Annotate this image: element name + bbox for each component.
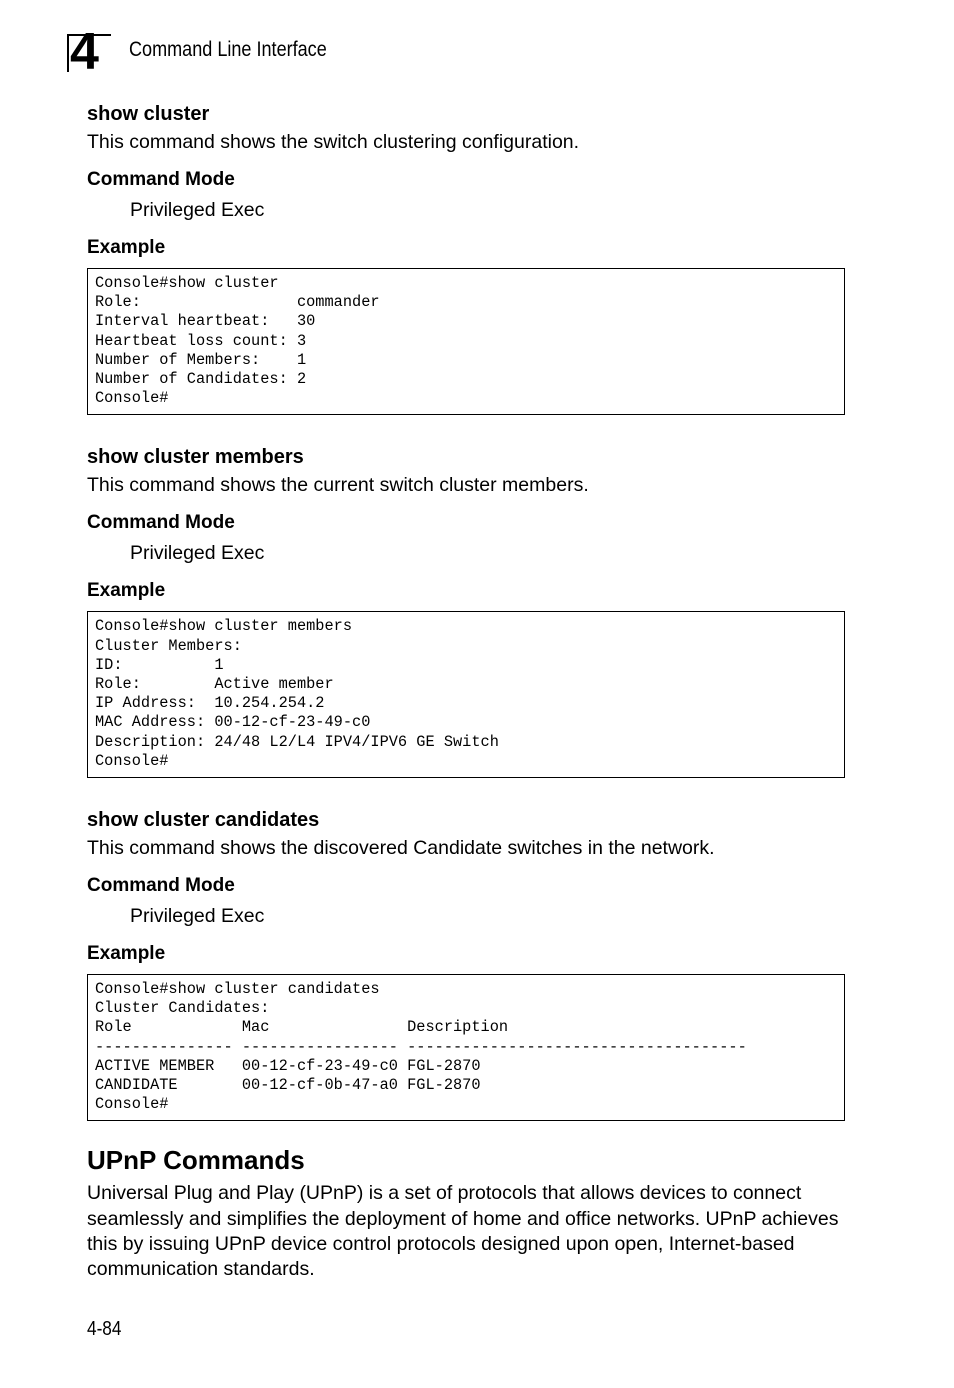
command-mode-heading: Command Mode [87,875,235,897]
spacer [87,415,847,443]
command-description: This command shows the discovered Candidate switches in the network. [87,837,715,860]
command-description: This command shows the current switch cluster members. [87,474,589,497]
command-mode-value: Privileged Exec [130,199,265,221]
section-show-cluster [87,100,847,415]
command-title: show cluster [87,103,210,125]
command-mode-heading: Command Mode [87,169,235,190]
section-show-cluster-members [87,443,847,778]
page-number: 4-84 [87,1318,122,1340]
page-content [87,100,847,1282]
example-heading: Example [87,237,166,258]
spacer [87,778,847,806]
code-example: Console#show cluster candidates Cluster Candidates: Role Mac Description --------------- ----------------- ------------------------------------- ACTIVE MEMBER 00-12-cf-23-49-c0 FGL-2870 CANDIDATE 00-12-cf-0b-47-a0 FGL-2870 Console# [87,974,845,1121]
command-mode-value: Privileged Exec [130,905,265,928]
example-heading: Example [87,580,166,602]
command-mode-heading: Command Mode [87,512,235,534]
section-body: Universal Plug and Play (UPnP) is a set of protocols that allows devices to connect seamlessly and simplifies the deployment of home and office networks. UPnP achieves this by issuing UPnP device control protocols designed upon open, Internet-based communication standards. [87,1182,839,1281]
command-title: show cluster members [87,446,304,469]
command-description: This command shows the switch clustering configuration. [87,131,580,153]
code-example: Console#show cluster members Cluster Members: ID: 1 Role: Active member IP Address: 10.254.254.2 MAC Address: 00-12-cf-23-49-c0 Description: 24/48 L2/L4 IPV4/IPV6 GE Switch Console# [87,611,845,778]
section-upnp [87,1143,847,1282]
page-header [0,0,954,80]
command-title: show cluster candidates [87,809,320,832]
code-example: Console#show cluster Role: commander Interval heartbeat: 30 Heartbeat loss count: 3 Number of Members: 1 Number of Candidates: 2 Console# [87,268,845,415]
command-mode-value: Privileged Exec [130,542,265,565]
section-heading: UPnP Commands [87,1145,305,1176]
header-title: Command Line Interface [129,38,327,61]
example-heading: Example [87,943,166,965]
section-show-cluster-candidates [87,806,847,1121]
chapter-number: 4 [70,23,97,81]
